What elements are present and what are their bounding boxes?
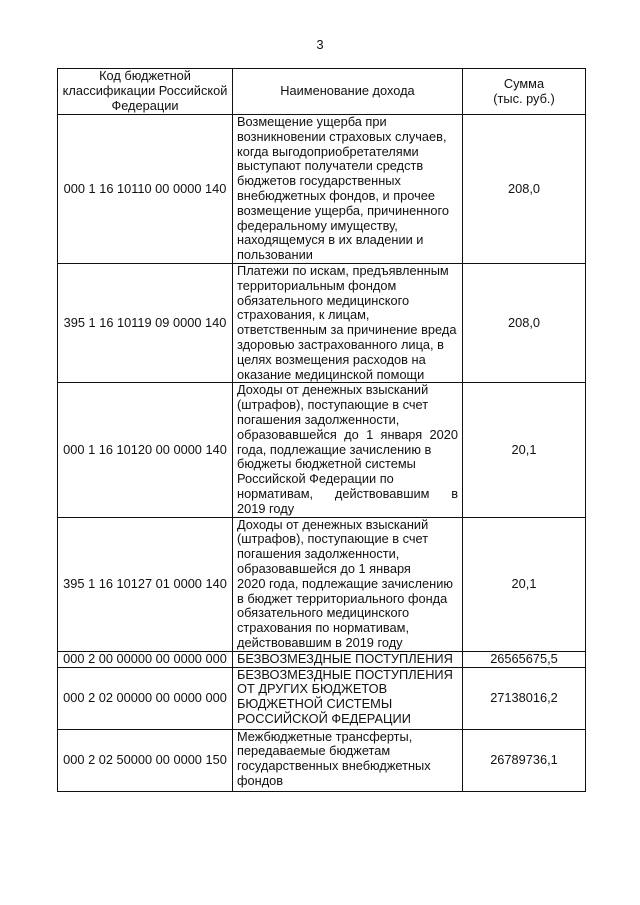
table-row bbox=[58, 729, 586, 791]
table-header-row bbox=[58, 69, 586, 115]
text-line: действовавшим в 2019 году bbox=[237, 634, 403, 650]
table-row bbox=[58, 383, 586, 517]
name-cell bbox=[233, 517, 463, 651]
text-line: страхования, к лицам, bbox=[237, 307, 370, 323]
amount-cell: 208,0 bbox=[463, 264, 586, 383]
text-line: 2020 года, подлежащие зачислению bbox=[237, 575, 453, 591]
text-line: погашения задолженности, bbox=[237, 546, 400, 562]
name-cell bbox=[233, 264, 463, 383]
text-line: БЕЗВОЗМЕЗДНЫЕ ПОСТУПЛЕНИЯ bbox=[237, 651, 453, 666]
text-line: целях возмещения расходов на bbox=[237, 351, 426, 367]
table-row bbox=[58, 667, 586, 729]
text-line: государственных внебюджетных bbox=[237, 758, 431, 774]
text-line: пользовании bbox=[237, 247, 313, 263]
text-line: возмещение ущерба, причиненного bbox=[237, 202, 450, 218]
text-line: передаваемые бюджетам bbox=[237, 743, 391, 759]
text-line: возникновении страховых случаев, bbox=[237, 128, 447, 144]
text-line: БЮДЖЕТНОЙ СИСТЕМЫ bbox=[237, 696, 393, 712]
text-line: нормативам, действовавшим в bbox=[237, 485, 458, 501]
text-line: Федерации bbox=[111, 97, 179, 113]
name-cell bbox=[233, 383, 463, 517]
name-cell bbox=[233, 667, 463, 729]
text-line: Российской Федерации по bbox=[237, 471, 394, 487]
text-line: обязательного медицинского bbox=[237, 292, 410, 308]
code-cell: 395 1 16 10119 09 0000 140 bbox=[58, 264, 233, 383]
code-cell: 000 2 02 50000 00 0000 150 bbox=[58, 729, 233, 791]
text-line: (тыс. руб.) bbox=[493, 90, 555, 106]
name-cell bbox=[233, 115, 463, 264]
text-line: РОССИЙСКОЙ ФЕДЕРАЦИИ bbox=[237, 710, 411, 726]
amount-cell: 20,1 bbox=[463, 383, 586, 517]
text-line: в бюджет территориального фонда bbox=[237, 590, 448, 606]
amount-cell: 27138016,2 bbox=[463, 667, 586, 729]
text-line: фондов bbox=[237, 772, 284, 788]
text-line: года, подлежащие зачислению в bbox=[237, 441, 432, 457]
text-line: территориальным фондом bbox=[237, 277, 397, 293]
text-line: Платежи по искам, предъявленным bbox=[237, 263, 449, 278]
text-line: оказание медицинской помощи bbox=[237, 366, 425, 382]
text-line: образовавшейся до 1 января 2020 bbox=[237, 426, 458, 442]
text-line: внебюджетных фондов, и прочее bbox=[237, 187, 435, 203]
code-cell: 000 2 02 00000 00 0000 000 bbox=[58, 667, 233, 729]
text-line: страхования по нормативам, bbox=[237, 620, 410, 636]
code-cell: 000 2 00 00000 00 0000 000 bbox=[58, 651, 233, 667]
text-line: ответственным за причинение вреда bbox=[237, 322, 457, 338]
table-row bbox=[58, 651, 586, 667]
text-line: Межбюджетные трансферты, bbox=[237, 729, 413, 744]
text-line: 2019 году bbox=[237, 500, 295, 516]
header-amount bbox=[463, 69, 586, 115]
text-line: Возмещение ущерба при bbox=[237, 114, 387, 129]
amount-cell: 208,0 bbox=[463, 115, 586, 264]
header-name: Наименование дохода bbox=[233, 69, 463, 115]
text-line: бюджеты бюджетной системы bbox=[237, 456, 416, 472]
code-cell: 000 1 16 10110 00 0000 140 bbox=[58, 115, 233, 264]
text-line: федеральному имуществу, bbox=[237, 217, 398, 233]
text-line: классификации Российской bbox=[62, 83, 228, 99]
text-line: находящемуся в их владении и bbox=[237, 232, 424, 248]
text-line: образовавшейся до 1 января bbox=[237, 560, 411, 576]
text-line: обязательного медицинского bbox=[237, 605, 410, 621]
text-line: здоровью застрахованного лица, в bbox=[237, 336, 444, 352]
text-line: (штрафов), поступающие в счет bbox=[237, 531, 429, 547]
text-line: БЕЗВОЗМЕЗДНЫЕ ПОСТУПЛЕНИЯ bbox=[237, 667, 453, 682]
text-line: Доходы от денежных взысканий bbox=[237, 517, 429, 532]
amount-cell: 26565675,5 bbox=[463, 651, 586, 667]
table-row bbox=[58, 517, 586, 651]
table-row bbox=[58, 264, 586, 383]
table-row bbox=[58, 115, 586, 264]
text-line: бюджетов государственных bbox=[237, 173, 401, 189]
amount-cell: 20,1 bbox=[463, 517, 586, 651]
amount-cell: 26789736,1 bbox=[463, 729, 586, 791]
text-line: (штрафов), поступающие в счет bbox=[237, 397, 429, 413]
text-line: Сумма bbox=[503, 75, 545, 91]
code-cell: 395 1 16 10127 01 0000 140 bbox=[58, 517, 233, 651]
text-line: погашения задолженности, bbox=[237, 411, 400, 427]
text-line: ОТ ДРУГИХ БЮДЖЕТОВ bbox=[237, 681, 388, 697]
name-cell bbox=[233, 729, 463, 791]
income-table bbox=[57, 68, 586, 792]
code-cell: 000 1 16 10120 00 0000 140 bbox=[58, 383, 233, 517]
text-line: Код бюджетной bbox=[99, 68, 191, 84]
name-cell bbox=[233, 651, 463, 667]
text-line: когда выгодоприобретателями bbox=[237, 143, 419, 159]
page-number: 3 bbox=[316, 37, 324, 52]
text-line: Доходы от денежных взысканий bbox=[237, 382, 429, 398]
header-code bbox=[58, 69, 233, 115]
text-line: выступают получатели средств bbox=[237, 158, 424, 174]
